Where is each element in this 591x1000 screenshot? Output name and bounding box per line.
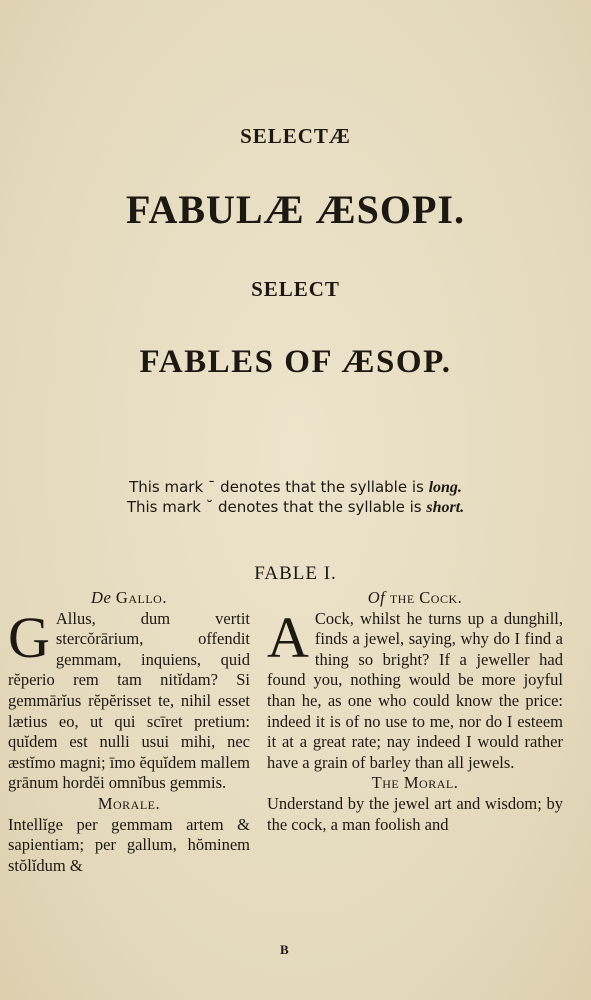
fable-number: FABLE I. <box>254 563 337 584</box>
title-selectae: SELECTÆ <box>240 124 351 148</box>
english-dropcap: A <box>267 604 309 670</box>
note-short-word: short. <box>426 499 465 516</box>
note-short-text: This mark ˘ denotes that the syllable is <box>126 498 427 516</box>
note-long-word: long. <box>428 479 462 496</box>
title-fabulae-aesopi: FABULÆ ÆSOPI. <box>126 187 465 232</box>
title-fables-of-aesop: FABLES OF ÆSOP. <box>139 344 452 380</box>
english-text: Cock, whilst he turns up a dunghill, finds a jewel, saying, why do I find a thing so bright? If a jeweller had found you, nothing would be more joyful than he, as one who could know the price: indeed it is of no use to me, nor do I esteem it at a great rate; nay indeed I would rather have a grain of barley than all jewels. <box>267 608 563 772</box>
signature-mark: B <box>280 942 289 957</box>
english-heading <box>267 588 563 609</box>
english-moral-heading: The Moral. <box>371 773 459 793</box>
note-long-mark <box>0 478 591 497</box>
english-column <box>267 588 563 835</box>
english-heading-prep: Of <box>367 588 386 607</box>
english-paragraph <box>267 604 563 774</box>
latin-moral-heading: Morale. <box>97 793 161 813</box>
latin-heading-word: Gallo. <box>115 588 167 607</box>
latin-column <box>8 588 250 876</box>
latin-text: Allus, dum vertit stercŏrārium, offendit gemmam, inquiens, quid rĕperio rem tam nitĭdam? Si gemmārĭus rĕpĕrisset te, nihil esset lætius eo, ut qui scīret pretium: quĭdem est nulli usui mihi, nec æstĭmo magni; īmo ĕquĭdem mallem grānum hordĕi omnĭbus gemmis. <box>8 608 250 793</box>
english-moral-text: Understand by the jewel art and wisdom; by the cock, a man foolish and <box>267 793 563 834</box>
note-short-mark <box>0 498 591 517</box>
title-select: SELECT <box>251 277 340 301</box>
latin-dropcap: G <box>8 604 50 670</box>
latin-paragraph <box>8 604 250 794</box>
latin-heading-prep: De <box>91 588 112 607</box>
latin-moral-text: Intellĭge per gemmam artem & sapientiam; per gallum, hŏminem stŏlĭdum & <box>8 814 250 875</box>
english-heading-word: the Cock. <box>389 588 463 607</box>
note-long-text: This mark ¯ denotes that the syllable is <box>129 478 429 496</box>
